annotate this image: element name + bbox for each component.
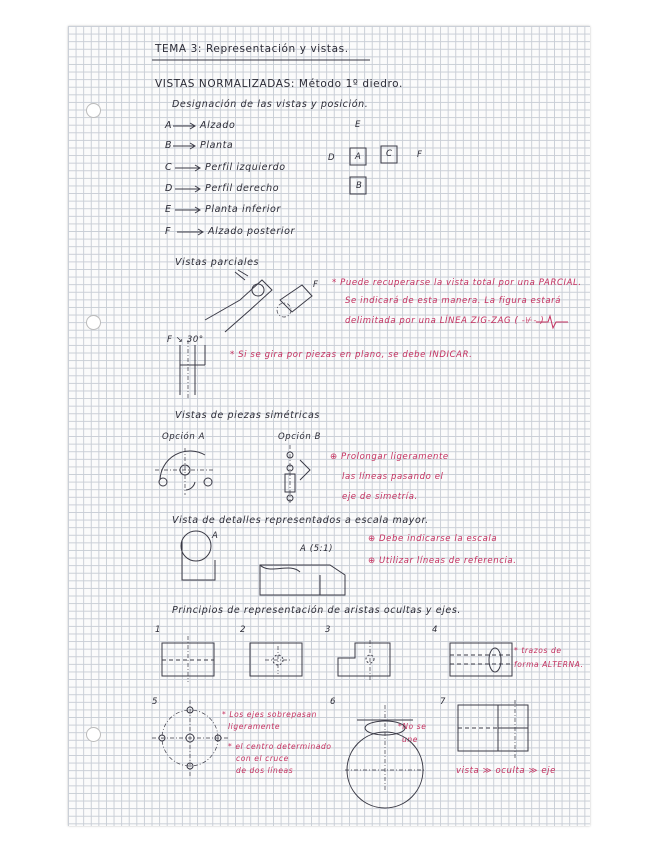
- hidden-edges-example-2: [250, 643, 302, 676]
- view-key: B: [165, 140, 173, 151]
- view-label: Alzado: [200, 120, 236, 131]
- example-number: 1: [155, 625, 162, 635]
- note-line: Se indicará de esta manera. La figura estará: [345, 296, 562, 306]
- view-far-right-letter: F: [417, 150, 423, 160]
- view-top-letter: E: [355, 120, 361, 130]
- section-subheading: Designación de las vistas y posición.: [172, 99, 369, 110]
- view-key: A: [165, 120, 173, 131]
- view-right-letter: C: [386, 149, 393, 159]
- note-line: vista ≫ oculta ≫ eje: [456, 766, 556, 776]
- detail-letter: A: [212, 531, 219, 541]
- note-line: * Si se gira por piezas en plano, se debe INDICAR.: [230, 350, 473, 360]
- view-key: F: [165, 226, 172, 237]
- view-key: C: [165, 162, 173, 173]
- note-line: ligeramente: [228, 722, 281, 731]
- zigzag-symbol: [536, 316, 568, 328]
- view-center-letter: A: [355, 152, 362, 162]
- note-line: * el centro determinado: [228, 742, 332, 751]
- note-line: las líneas pasando el: [342, 472, 444, 482]
- option-a-label: Opción A: [162, 432, 206, 442]
- example-number: 2: [240, 625, 247, 635]
- symmetric-piece-a: [155, 448, 215, 495]
- view-key: D: [165, 183, 173, 194]
- hidden-edges-example-4: [450, 643, 512, 676]
- section-heading: Vistas de piezas simétricas: [175, 410, 320, 421]
- note-line: con el cruce: [236, 754, 289, 763]
- view-bottom-letter: B: [356, 181, 363, 191]
- page-title: TEMA 3: Representación y vistas.: [155, 43, 349, 55]
- view-box-b: [350, 177, 366, 194]
- view-label: F: [313, 280, 319, 290]
- note-line: ⊕ Utilizar líneas de referencia.: [368, 556, 517, 566]
- symmetric-piece-b: [285, 445, 310, 505]
- note-line: * Los ejes sobrepasan: [222, 710, 317, 719]
- note-line: eje de simetría.: [342, 492, 418, 502]
- note-line: * trazos de: [514, 646, 562, 655]
- section-heading: VISTAS NORMALIZADAS: Método 1º diedro.: [155, 78, 403, 90]
- section-heading: Vistas parciales: [175, 257, 260, 268]
- note-line: ⊕ Prolongar ligeramente: [330, 452, 449, 462]
- hidden-edges-example-3: [338, 640, 390, 682]
- view-label: Perfil derecho: [205, 183, 280, 194]
- section-heading: Vista de detalles representados a escala mayor.: [172, 515, 429, 526]
- note-line: * Puede recuperarse la vista total por una PARCIAL.: [332, 278, 582, 288]
- example-number: 5: [152, 697, 159, 707]
- hidden-edges-example-1: [162, 636, 214, 682]
- note-line: forma ALTERNA.: [514, 660, 584, 669]
- partial-view-sketch: [180, 270, 312, 400]
- detail-view-sketch: [181, 531, 345, 595]
- note-line: de dos líneas: [236, 766, 294, 775]
- note-line: *No se: [398, 722, 427, 731]
- angle-label: F ↘ 30°: [167, 335, 204, 345]
- view-label: Planta inferior: [205, 204, 281, 215]
- section-heading: Principios de representación de aristas ocultas y ejes.: [172, 605, 461, 616]
- view-box-a: [350, 148, 366, 165]
- view-label: Alzado posterior: [208, 226, 296, 237]
- axes-example-5: [152, 700, 228, 776]
- scale-label: A (5:1): [300, 544, 334, 554]
- view-label: Perfil izquierdo: [205, 162, 286, 173]
- example-number: 4: [432, 625, 439, 635]
- note-line: delimitada por una LÍNEA ZIG-ZAG ( -⊬- ): [345, 316, 545, 326]
- note-line: ⊕ Debe indicarse la escala: [368, 534, 498, 544]
- view-label: Planta: [200, 140, 234, 151]
- view-left-letter: D: [328, 153, 336, 163]
- axes-example-6: [345, 705, 425, 808]
- option-b-label: Opción B: [278, 432, 322, 442]
- note-line: une: [402, 735, 418, 744]
- example-number: 3: [325, 625, 332, 635]
- example-number: 7: [440, 697, 447, 707]
- example-number: 6: [330, 697, 337, 707]
- view-box-c: [381, 146, 397, 163]
- axes-example-7: [458, 700, 528, 758]
- list-arrows: [173, 123, 203, 235]
- view-key: E: [165, 204, 172, 215]
